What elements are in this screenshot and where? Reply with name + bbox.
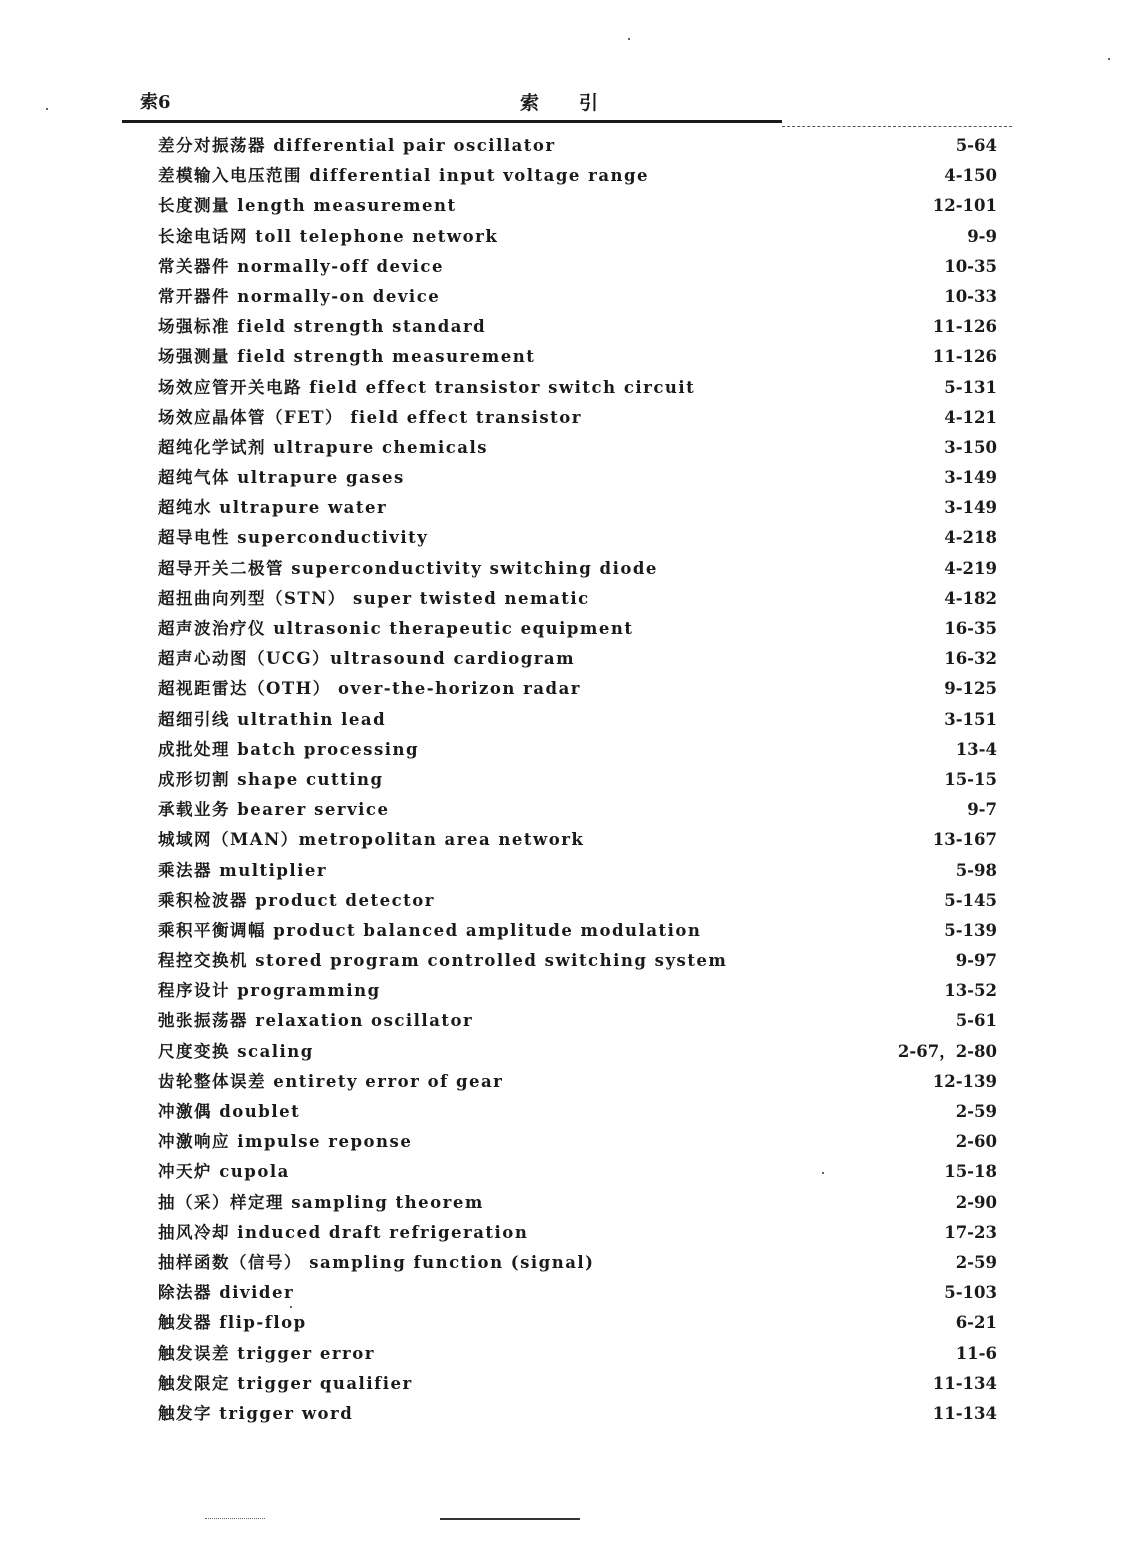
index-page-ref: 2-60 xyxy=(955,1132,997,1152)
index-page-ref: 13-4 xyxy=(955,739,997,759)
index-page-ref: 13-167 xyxy=(932,830,997,850)
index-entry xyxy=(150,1278,1000,1308)
index-page-ref: 5-64 xyxy=(955,136,997,155)
index-entry xyxy=(150,161,1000,191)
index-term: 场强标准 field strength standard xyxy=(158,317,487,337)
index-entry xyxy=(150,614,1000,644)
index-entry xyxy=(150,825,1000,855)
index-page-ref: 10-35 xyxy=(944,256,997,276)
index-entry xyxy=(150,523,1000,553)
index-term: 尺度变换 scaling xyxy=(158,1041,314,1061)
index-entry xyxy=(150,493,1000,523)
scan-speck xyxy=(290,1306,292,1308)
index-page-ref: 11-134 xyxy=(932,1373,997,1393)
index-entry xyxy=(150,1369,1000,1399)
index-page-ref: 11-126 xyxy=(932,347,997,367)
index-page-ref: 3-149 xyxy=(944,468,997,488)
index-page-ref: 6-21 xyxy=(955,1313,997,1333)
scan-speck xyxy=(1108,58,1110,60)
index-term: 冲激偶 doublet xyxy=(158,1102,301,1121)
index-entry-list xyxy=(150,131,1000,1429)
index-entry xyxy=(150,222,1000,252)
index-term: 触发限定 trigger qualifier xyxy=(158,1373,413,1393)
index-page-ref: 4-150 xyxy=(944,166,997,186)
index-entry xyxy=(150,1037,1000,1067)
index-term: 超纯水 ultrapure water xyxy=(158,498,388,518)
index-page-ref: 16-35 xyxy=(944,619,997,638)
index-term: 除法器 divider xyxy=(158,1283,295,1303)
index-entry xyxy=(150,1339,1000,1369)
index-term: 超扭曲向列型（STN） super twisted nematic xyxy=(158,588,590,608)
index-entry xyxy=(150,1399,1000,1429)
index-entry xyxy=(150,1097,1000,1127)
index-entry xyxy=(150,644,1000,674)
index-page-ref: 9-9 xyxy=(967,226,997,246)
index-page-ref: 4-219 xyxy=(944,558,997,578)
index-entry xyxy=(150,1006,1000,1036)
index-page-ref: 13-52 xyxy=(944,981,997,1001)
index-entry xyxy=(150,433,1000,463)
page-header xyxy=(0,88,1138,124)
index-entry xyxy=(150,1218,1000,1248)
index-term: 触发字 trigger word xyxy=(158,1403,354,1423)
index-term: 常关器件 normally-off device xyxy=(158,256,444,276)
index-page-ref: 4-182 xyxy=(944,588,997,608)
index-term: 常开器件 normally-on device xyxy=(158,286,441,306)
footer-rule xyxy=(205,1518,265,1519)
index-entry xyxy=(150,946,1000,976)
index-page-ref: 9-125 xyxy=(944,679,997,699)
index-entry xyxy=(150,856,1000,886)
index-term: 乘积平衡调幅 product balanced amplitude modulation xyxy=(158,920,702,940)
page-label: 索6 xyxy=(140,92,171,113)
index-term: 冲天炉 cupola xyxy=(158,1162,290,1182)
scan-speck xyxy=(628,38,630,40)
index-term: 承载业务 bearer service xyxy=(158,800,390,820)
index-term: 城域网（MAN）metropolitan area network xyxy=(158,830,585,850)
index-entry xyxy=(150,976,1000,1006)
index-page-ref: 9-97 xyxy=(955,951,997,971)
index-term: 弛张振荡器 relaxation oscillator xyxy=(158,1011,474,1031)
scan-speck xyxy=(822,1172,824,1174)
index-page-ref: 2-90 xyxy=(955,1192,997,1212)
index-page-ref: 15-18 xyxy=(944,1162,997,1182)
index-term: 超纯化学试剂 ultrapure chemicals xyxy=(158,437,489,457)
index-page-ref: 15-15 xyxy=(944,769,997,789)
index-page-ref: 10-33 xyxy=(944,286,997,306)
index-term: 超纯气体 ultrapure gases xyxy=(158,468,405,488)
index-page-ref: 17-23 xyxy=(944,1222,997,1242)
index-entry xyxy=(150,312,1000,342)
index-term: 超细引线 ultrathin lead xyxy=(158,709,387,729)
index-page-ref: 16-32 xyxy=(944,649,997,669)
index-term: 程序设计 programming xyxy=(158,981,381,1001)
index-entry xyxy=(150,403,1000,433)
index-page-ref: 11-6 xyxy=(955,1343,997,1363)
index-term: 差分对振荡器 differential pair oscillator xyxy=(158,136,556,155)
index-term: 场效应管开关电路 field effect transistor switch circuit xyxy=(158,377,696,397)
index-term: 场强测量 field strength measurement xyxy=(158,347,536,367)
index-term: 超声波治疗仪 ultrasonic therapeutic equipment xyxy=(158,619,634,638)
index-term: 超导开关二极管 superconductivity switching diode xyxy=(158,558,658,578)
index-page-ref: 3-151 xyxy=(944,709,997,729)
footer-rule xyxy=(440,1518,580,1520)
index-page-ref: 3-150 xyxy=(944,437,997,457)
index-entry xyxy=(150,463,1000,493)
index-term: 长度测量 length measurement xyxy=(158,196,457,216)
index-term: 抽（采）样定理 sampling theorem xyxy=(158,1192,484,1212)
index-entry xyxy=(150,735,1000,765)
index-entry xyxy=(150,1157,1000,1187)
index-term: 程控交换机 stored program controlled switching system xyxy=(158,951,728,971)
index-page-ref: 2-67，2-80 xyxy=(897,1041,997,1061)
index-entry xyxy=(150,1067,1000,1097)
index-term: 长途电话网 toll telephone network xyxy=(158,226,499,246)
index-term: 超导电性 superconductivity xyxy=(158,528,429,548)
index-page-ref: 5-103 xyxy=(944,1283,997,1303)
scan-speck xyxy=(46,108,48,110)
index-page-ref: 11-134 xyxy=(932,1403,997,1423)
index-entry xyxy=(150,373,1000,403)
index-entry xyxy=(150,191,1000,221)
index-term: 齿轮整体误差 entirety error of gear xyxy=(158,1071,504,1091)
index-entry xyxy=(150,131,1000,161)
index-term: 超声心动图（UCG）ultrasound cardiogram xyxy=(158,649,576,669)
index-page-ref: 9-7 xyxy=(967,800,997,820)
index-term: 触发器 flip-flop xyxy=(158,1313,307,1333)
index-entry xyxy=(150,674,1000,704)
index-term: 乘法器 multiplier xyxy=(158,860,328,880)
index-entry xyxy=(150,1127,1000,1157)
index-term: 抽样函数（信号） sampling function (signal) xyxy=(158,1252,595,1272)
index-page-ref: 12-139 xyxy=(932,1071,997,1091)
index-term: 超视距雷达（OTH） over-the-horizon radar xyxy=(158,679,581,699)
index-term: 成形切割 shape cutting xyxy=(158,769,384,789)
index-page-ref: 5-145 xyxy=(944,890,997,910)
index-page-ref: 3-149 xyxy=(944,498,997,518)
index-page-ref: 5-98 xyxy=(955,860,997,880)
index-page-ref: 4-121 xyxy=(944,407,997,427)
index-entry xyxy=(150,705,1000,735)
index-entry xyxy=(150,916,1000,946)
index-entry xyxy=(150,584,1000,614)
index-page-ref: 5-139 xyxy=(944,920,997,940)
index-term: 抽风冷却 induced draft refrigeration xyxy=(158,1222,529,1242)
header-rule xyxy=(122,120,782,123)
index-term: 场效应晶体管（FET） field effect transistor xyxy=(158,407,582,427)
index-term: 乘积检波器 product detector xyxy=(158,890,435,910)
index-entry xyxy=(150,282,1000,312)
index-entry xyxy=(150,886,1000,916)
index-term: 差模输入电压范围 differential input voltage range xyxy=(158,166,650,186)
index-page-ref: 5-131 xyxy=(944,377,997,397)
index-page-ref: 2-59 xyxy=(955,1252,997,1272)
index-term: 触发误差 trigger error xyxy=(158,1343,375,1363)
index-page-ref: 4-218 xyxy=(944,528,997,548)
index-page-ref: 2-59 xyxy=(955,1102,997,1121)
index-entry xyxy=(150,342,1000,372)
index-term: 成批处理 batch processing xyxy=(158,739,420,759)
index-entry xyxy=(150,1248,1000,1278)
index-page-ref: 12-101 xyxy=(932,196,997,216)
header-rule-tail xyxy=(782,126,1012,127)
index-entry xyxy=(150,252,1000,282)
index-page-ref: 11-126 xyxy=(932,317,997,337)
index-entry xyxy=(150,1188,1000,1218)
index-entry xyxy=(150,1308,1000,1338)
index-page-ref: 5-61 xyxy=(955,1011,997,1031)
index-entry xyxy=(150,554,1000,584)
index-entry xyxy=(150,765,1000,795)
index-entry xyxy=(150,795,1000,825)
index-term: 冲激响应 impulse reponse xyxy=(158,1132,413,1152)
page-title: 索引 xyxy=(520,92,639,114)
